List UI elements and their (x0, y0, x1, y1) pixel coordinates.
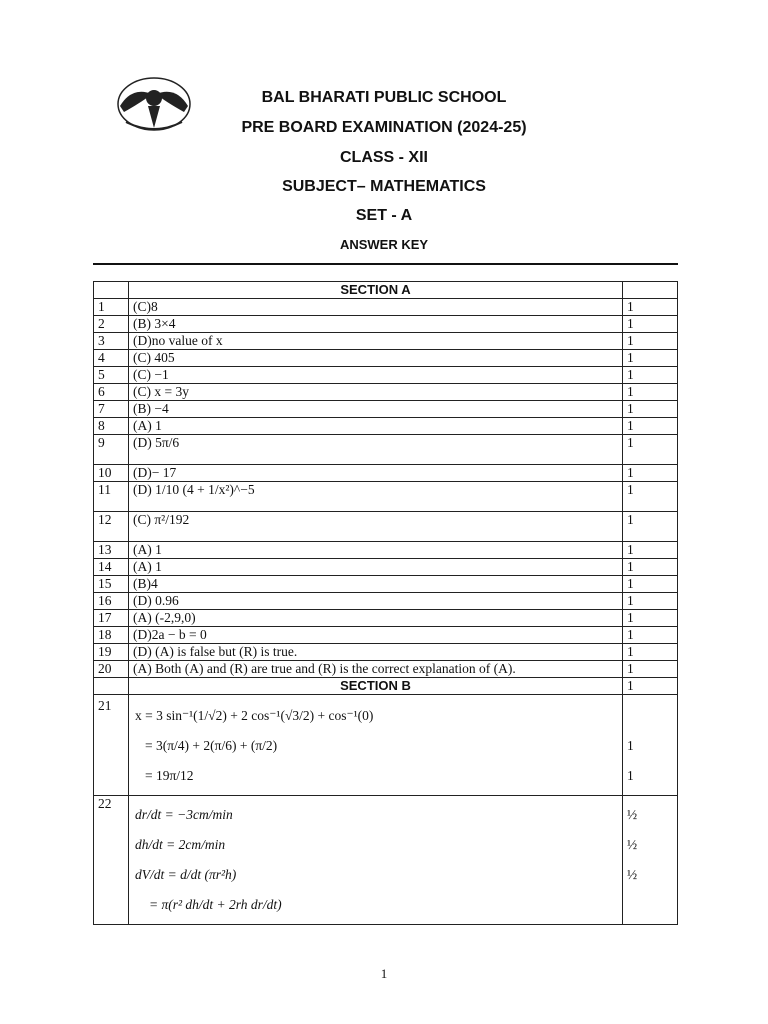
answer-row (94, 299, 678, 316)
set-label: SET - A (355, 207, 413, 224)
section-b-title: SECTION B (129, 678, 623, 695)
question-number: 10 (94, 465, 129, 482)
q22-line-1: dr/dt = −3cm/min (135, 807, 233, 822)
answer-text: (C) −1 (129, 367, 623, 384)
question-number: 18 (94, 627, 129, 644)
marks: 1 (623, 299, 678, 316)
question-number: 3 (94, 333, 129, 350)
question-21-row (94, 695, 678, 796)
answer-row (94, 435, 678, 465)
answer-row (94, 542, 678, 559)
answer-row (94, 610, 678, 627)
answer-row (94, 465, 678, 482)
answer-row (94, 627, 678, 644)
answer-text: (B) −4 (129, 401, 623, 418)
answer-row (94, 350, 678, 367)
answer-row (94, 367, 678, 384)
question-number: 2 (94, 316, 129, 333)
answer-text: (C)8 (129, 299, 623, 316)
q22-mark-2: ½ (627, 837, 638, 852)
q22-line-3: dV/dt = d/dt (πr²h) (135, 867, 237, 882)
question-number: 11 (94, 482, 129, 512)
class-label: CLASS - XII (339, 149, 428, 166)
answer-row (94, 661, 678, 678)
answer-row (94, 644, 678, 661)
marks: 1 (623, 350, 678, 367)
question-number: 1 (94, 299, 129, 316)
question-number: 17 (94, 610, 129, 627)
marks: 1 (623, 559, 678, 576)
q22-mark-3: ½ (627, 867, 638, 882)
marks: 1 (623, 610, 678, 627)
question-22-row (94, 796, 678, 925)
marks: 1 (623, 435, 678, 465)
q21-line-3: = 19π/12 (145, 768, 194, 783)
answer-row (94, 559, 678, 576)
marks: 1 (623, 418, 678, 435)
answer-row (94, 384, 678, 401)
answer-text: (B)4 (129, 576, 623, 593)
answer-text: (D) 1/10 (4 + 1/x²)^−5 (129, 482, 623, 512)
marks: 1 (623, 367, 678, 384)
question-number: 8 (94, 418, 129, 435)
answer-text: (C) π²/192 (129, 512, 623, 542)
question-number: 15 (94, 576, 129, 593)
q22-mark-1: ½ (627, 807, 638, 822)
question-number: 16 (94, 593, 129, 610)
answer-row (94, 512, 678, 542)
marks: 1 (623, 627, 678, 644)
answer-text: (B) 3×4 (129, 316, 623, 333)
answer-row (94, 333, 678, 350)
q21-mark-2: 1 (627, 768, 634, 783)
marks: 1 (623, 333, 678, 350)
answer-text: (D) (A) is false but (R) is true. (129, 644, 623, 661)
question-number: 4 (94, 350, 129, 367)
marks: 1 (623, 661, 678, 678)
answer-text: (A) 1 (129, 559, 623, 576)
answer-text: (A) 1 (129, 542, 623, 559)
question-number: 6 (94, 384, 129, 401)
header-divider (93, 263, 678, 265)
q21-mark-1: 1 (627, 738, 634, 753)
marks: 1 (623, 542, 678, 559)
q22-line-4: = π(r² dh/dt + 2rh dr/dt) (149, 897, 282, 912)
question-number: 21 (94, 695, 129, 796)
answer-row (94, 418, 678, 435)
school-name: BAL BHARATI PUBLIC SCHOOL (261, 89, 507, 106)
answer-text: (D)− 17 (129, 465, 623, 482)
question-number: 12 (94, 512, 129, 542)
answer-row (94, 316, 678, 333)
marks: 1 (623, 384, 678, 401)
section-a-title: SECTION A (129, 282, 623, 299)
answer-key-table (93, 281, 678, 925)
answer-text: (D) 0.96 (129, 593, 623, 610)
marks: 1 (623, 593, 678, 610)
answer-text: (C) x = 3y (129, 384, 623, 401)
section-a-header-row (94, 282, 678, 299)
marks: 1 (623, 576, 678, 593)
marks: 1 (623, 512, 678, 542)
question-number: 13 (94, 542, 129, 559)
section-b-title-marks: 1 (623, 678, 678, 695)
marks: 1 (623, 644, 678, 661)
answer-text: (D)no value of x (129, 333, 623, 350)
q21-line-2: = 3(π/4) + 2(π/6) + (π/2) (145, 738, 278, 753)
question-number: 19 (94, 644, 129, 661)
answer-row (94, 482, 678, 512)
answer-row (94, 401, 678, 418)
answer-text: (D)2a − b = 0 (129, 627, 623, 644)
marks: 1 (623, 316, 678, 333)
q21-line-1: x = 3 sin⁻¹(1/√2) + 2 cos⁻¹(√3/2) + cos⁻¹(0) (135, 708, 374, 723)
answer-text: (C) 405 (129, 350, 623, 367)
question-number: 7 (94, 401, 129, 418)
answer-row (94, 576, 678, 593)
exam-title: PRE BOARD EXAMINATION (2024-25) (241, 119, 527, 136)
page-number: 1 (380, 966, 388, 981)
answer-text: (A) (-2,9,0) (129, 610, 623, 627)
section-b-header-row (94, 678, 678, 695)
marks: 1 (623, 465, 678, 482)
subject-label: SUBJECT– MATHEMATICS (282, 178, 486, 195)
answer-key-label: ANSWER KEY (339, 237, 429, 252)
q22-line-2: dh/dt = 2cm/min (135, 837, 226, 852)
question-number: 14 (94, 559, 129, 576)
answer-text: (D) 5π/6 (129, 435, 623, 465)
question-number: 9 (94, 435, 129, 465)
question-number: 22 (94, 796, 129, 925)
question-number: 5 (94, 367, 129, 384)
answer-text: (A) Both (A) and (R) are true and (R) is the correct explanation of (A). (129, 661, 623, 678)
answer-text: (A) 1 (129, 418, 623, 435)
question-number: 20 (94, 661, 129, 678)
marks: 1 (623, 482, 678, 512)
marks: 1 (623, 401, 678, 418)
answer-row (94, 593, 678, 610)
